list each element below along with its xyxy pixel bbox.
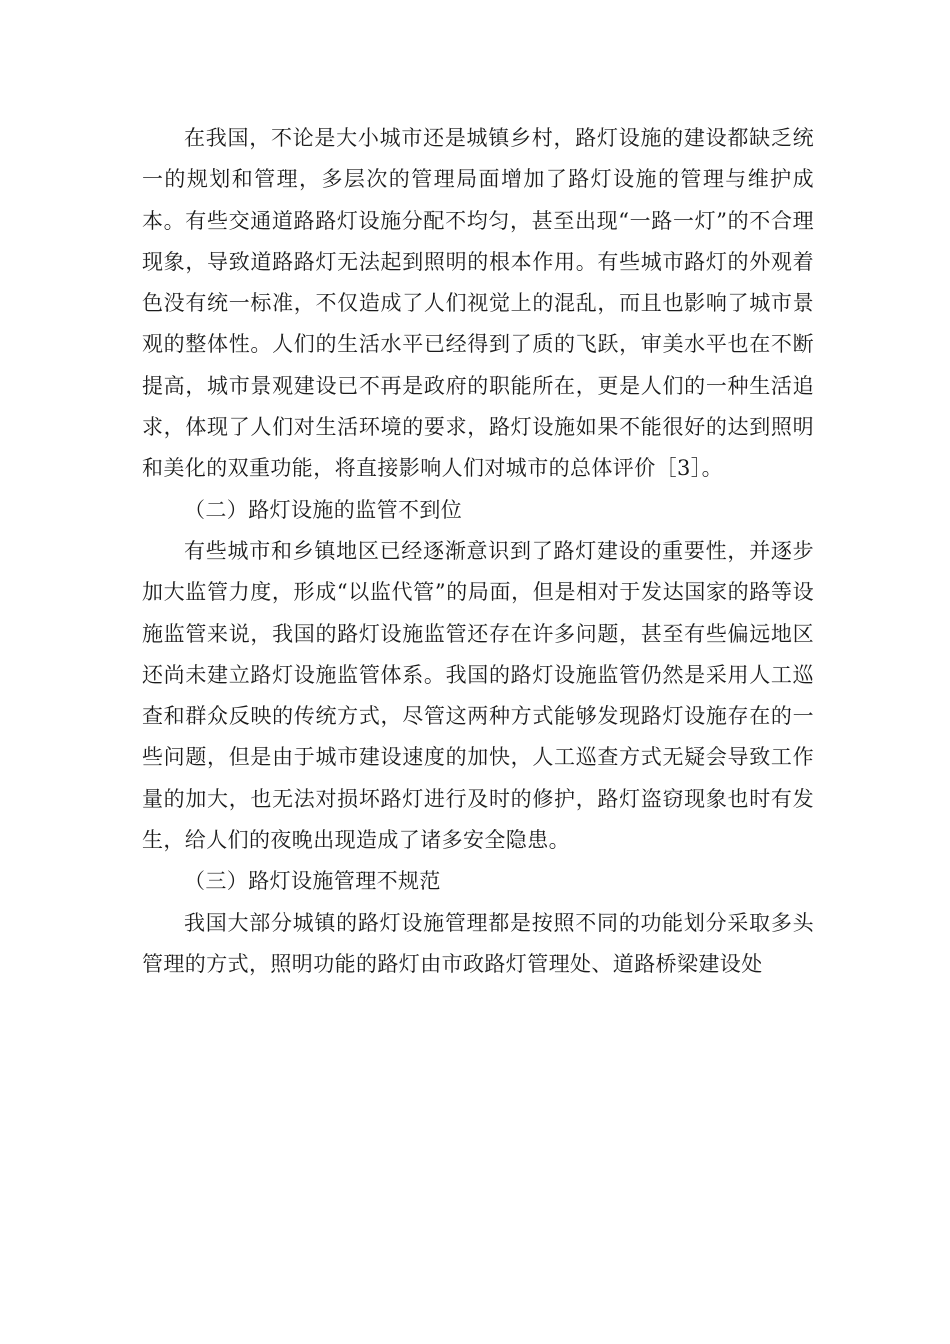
- paragraph-street-light-planning: 在我国，不论是大小城市还是城镇乡村，路灯设施的建设都缺乏统一的规划和管理，多层次的管理局面增加了路灯设施的管理与维护成本。有些交通道路路灯设施分配不均匀，甚至出现“一路一灯”的不合理现象，导致道路路灯无法起到照明的根本作用。有些城市路灯的外观着色没有统一标准，不仅造成了人们视觉上的混乱，而且也影响了城市景观的整体性。人们的生活水平已经得到了质的飞跃，审美水平也在不断提高，城市景观建设已不再是政府的职能所在，更是人们的一种生活追求，体现了人们对生活环境的要求，路灯设施如果不能很好的达到照明和美化的双重功能，将直接影响人们对城市的总体评价［3］。: [142, 126, 814, 481]
- section-heading-management: （三）路灯设施管理不规范: [184, 869, 441, 894]
- section-heading-supervision: （二）路灯设施的监管不到位: [184, 497, 463, 522]
- document-body: [142, 118, 814, 985]
- paragraph-management-issues: 我国大部分城镇的路灯设施管理都是按照不同的功能划分采取多头管理的方式，照明功能的路灯由市政路灯管理处、道路桥梁建设处: [142, 910, 814, 976]
- paragraph-supervision-issues: 有些城市和乡镇地区已经逐渐意识到了路灯建设的重要性，并逐步加大监管力度，形成“以监代管”的局面，但是相对于发达国家的路等设施监管来说，我国的路灯设施监管还存在许多问题，甚至有些偏远地区还尚未建立路灯设施监管体系。我国的路灯设施监管仍然是采用人工巡查和群众反映的传统方式，尽管这两种方式能够发现路灯设施存在的一些问题，但是由于城市建设速度的加快，人工巡查方式无疑会导致工作量的加大，也无法对损坏路灯进行及时的修护，路灯盗窃现象也时有发生，给人们的夜晚出现造成了诸多安全隐患。: [142, 538, 814, 853]
